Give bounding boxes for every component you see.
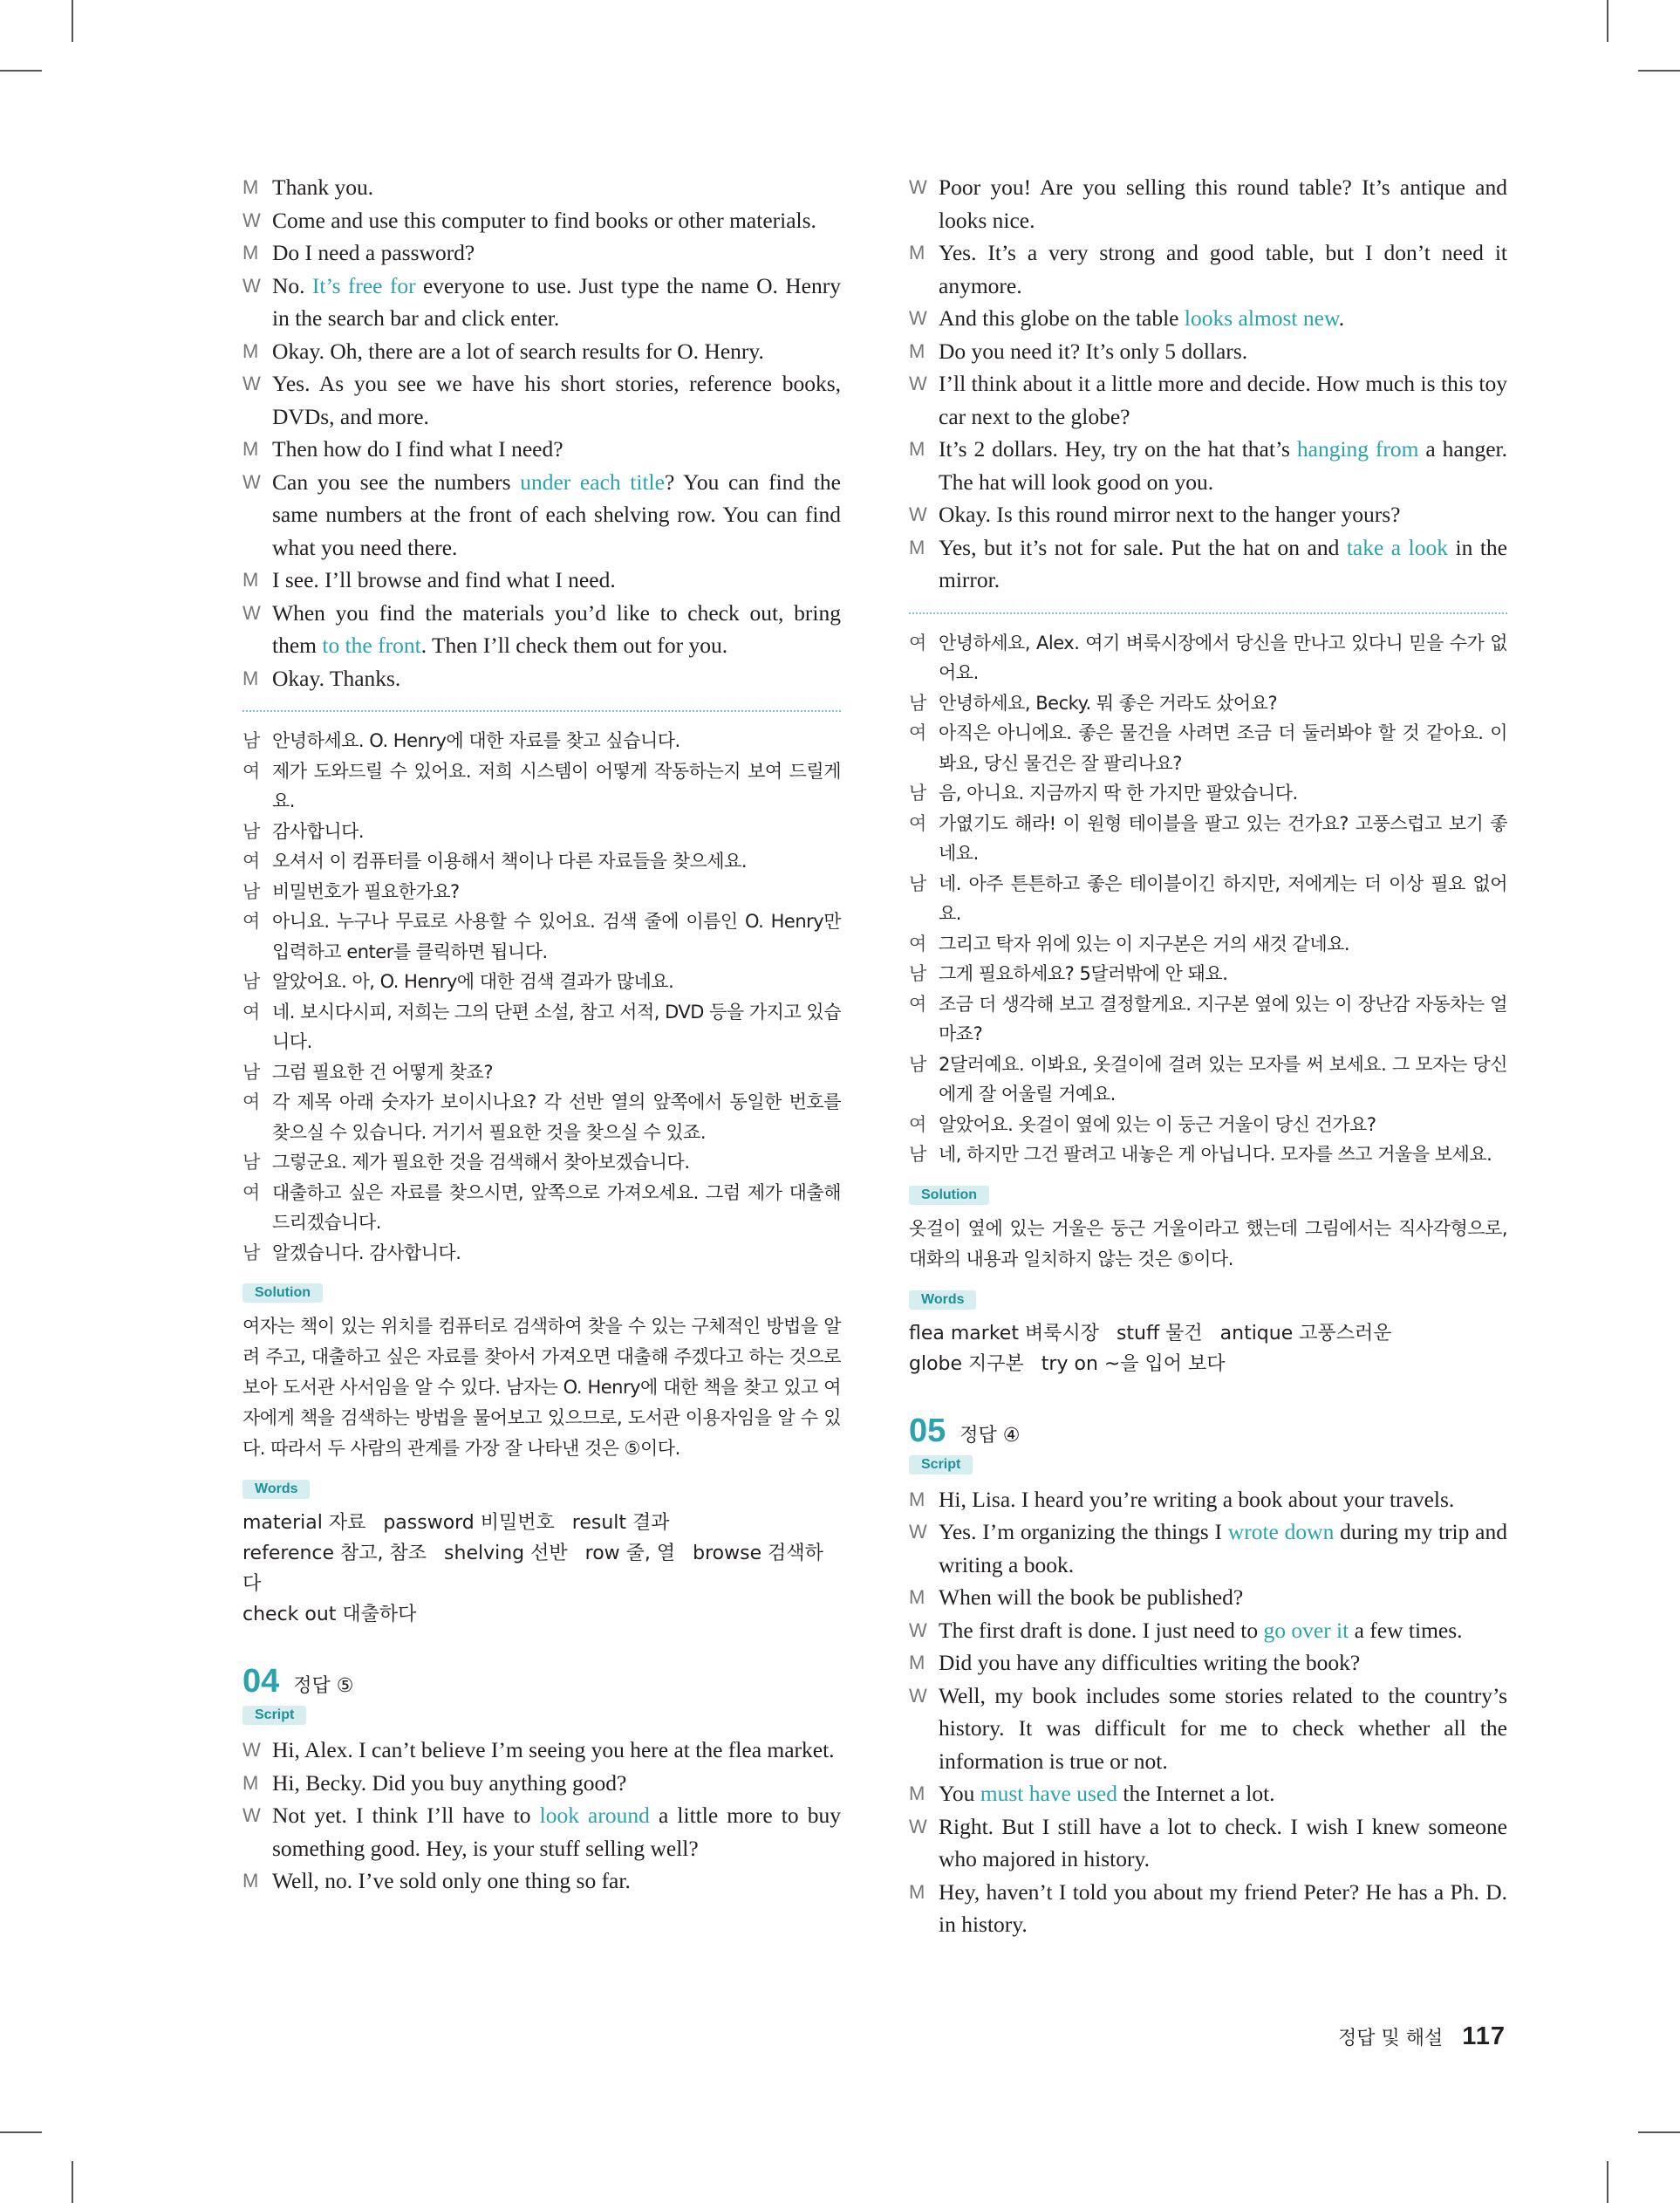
speaker-label: M [909, 1652, 925, 1673]
script-text: Well, no. I’ve sold only one thing so far. [272, 1868, 631, 1893]
script-line [909, 335, 1507, 368]
translation-line [242, 997, 841, 1057]
translation-text: 네, 하지만 그건 팔려고 내놓은 게 아닙니다. 모자를 쓰고 거울을 보세요. [939, 1144, 1492, 1165]
script-line [909, 302, 1507, 335]
script-line [242, 466, 841, 564]
speaker-label: 남 [909, 783, 926, 804]
script-text: Come and use this computer to find books or other materials. [272, 207, 816, 233]
crop-mark [0, 70, 42, 72]
translation-text: 안녕하세요. O. Henry에 대한 자료를 찾고 싶습니다. [272, 730, 680, 751]
answer-label: 정답 ⑤ [293, 1675, 354, 1697]
script-text: Poor you! Are you selling this round table? It’s antique and looks nice. [939, 174, 1507, 233]
vocab-item: material 자료 [242, 1512, 366, 1534]
script-text: Okay. Thanks. [272, 665, 401, 691]
script-line [909, 1777, 1507, 1810]
script-line [242, 1864, 841, 1898]
translation-line [909, 1110, 1507, 1140]
script-line [909, 171, 1507, 236]
translation-text: 알았어요. 옷걸이 옆에 있는 이 둥근 거울이 당신 건가요? [939, 1113, 1376, 1135]
translation-text: 안녕하세요, Becky. 뭐 좋은 거라도 샀어요? [939, 692, 1278, 714]
script-line [909, 1680, 1507, 1778]
left-column [242, 171, 841, 1898]
translation-line [909, 989, 1507, 1050]
crop-mark [0, 2131, 42, 2133]
speaker-label: M [242, 242, 259, 263]
page-number: 117 [1462, 2022, 1506, 2050]
speaker-label: 여 [909, 812, 926, 834]
script-line [909, 236, 1507, 302]
speaker-label: 여 [909, 1113, 926, 1135]
script-line [242, 597, 841, 662]
speaker-label: W [242, 209, 261, 231]
script-text: a few times. [1349, 1617, 1463, 1643]
translation-line [242, 1147, 841, 1178]
script-badge: Script [909, 1455, 973, 1474]
script-line [242, 270, 841, 335]
words-badge: Words [242, 1480, 310, 1499]
solution-badge: Solution [909, 1186, 989, 1205]
translation-text: 그게 필요하세요? 5달러밖에 안 돼요. [939, 963, 1228, 984]
speaker-label: 여 [242, 1001, 260, 1023]
translation-text: 제가 도와드릴 수 있어요. 저희 시스템이 어떻게 작동하는지 보여 드릴게요. [272, 760, 841, 811]
script-line [909, 1483, 1507, 1516]
speaker-label: 남 [909, 1053, 926, 1075]
words-row [909, 1349, 1507, 1379]
translation-line [909, 1139, 1507, 1170]
script-text: I’ll think about it a little more and decide. How much is this toy car next to the globe? [939, 371, 1507, 429]
speaker-label: 남 [909, 963, 926, 984]
speaker-label: 여 [242, 851, 260, 872]
translation-text: 각 제목 아래 숫자가 보이시나요? 각 선반 열의 앞쪽에서 동일한 번호를 찾으실 수 있습니다. 거기서 필요한 것을 찾으실 수 있죠. [272, 1091, 841, 1143]
translation-line [909, 809, 1507, 869]
q04-script-continued [909, 171, 1507, 597]
speaker-label: 남 [242, 1152, 260, 1173]
speaker-label: 남 [909, 692, 926, 714]
speaker-label: W [242, 274, 261, 297]
translation-text: 그렇군요. 제가 필요한 것을 검색해서 찾아보겠습니다. [272, 1152, 690, 1173]
words-row [242, 1508, 841, 1538]
speaker-label: 여 [909, 722, 926, 743]
translation-line [909, 929, 1507, 960]
vocab-item: password 비밀번호 [383, 1512, 555, 1534]
translation-line [909, 718, 1507, 778]
speaker-label: 여 [242, 1091, 260, 1112]
speaker-label: 남 [909, 872, 926, 894]
q03-solution-text: 여자는 책이 있는 위치를 컴퓨터로 검색하여 찾을 수 있는 구체적인 방법을 알려 주고, 대출하고 싶은 자료를 찾아서 가져오면 대출해 주겠다고 하는 것으로 보아 도서관 사서임을 알 수 있다. 남자는 O. Henry에 대한 책을 찾고 있고 여자에게 책을 검색하는 방법을 물어보고 있으므로, 도서관 이용자임을 알 수 있다. 따라서 두 사람의 관계를 가장 잘 나타낸 것은 ⑤이다. [242, 1316, 841, 1459]
speaker-label: 여 [242, 911, 260, 932]
crop-mark [1607, 0, 1608, 42]
translation-text: 알았어요. 아, O. Henry에 대한 검색 결과가 많네요. [272, 971, 674, 992]
script-text: Yes, but it’s not for sale. Put the hat on and [939, 534, 1347, 560]
script-text: When you find the materials you’d like to check out, bring them [272, 599, 841, 658]
crop-mark [1607, 2161, 1608, 2203]
translation-line [909, 869, 1507, 929]
q03-translation [242, 726, 841, 1268]
speaker-label: M [242, 569, 259, 591]
highlighted-phrase: looks almost new [1184, 305, 1339, 331]
q03-words [242, 1508, 841, 1630]
script-text: Hi, Alex. I can’t believe I’m seeing you here at the flea market. [272, 1737, 835, 1762]
question-number: 05 [909, 1412, 946, 1449]
translation-text: 조금 더 생각해 보고 결정할게요. 지구본 옆에 있는 이 장난감 자동차는 얼마죠? [939, 993, 1507, 1044]
script-text: Then how do I find what I need? [272, 436, 563, 462]
speaker-label: M [909, 339, 925, 362]
speaker-label: W [242, 601, 261, 624]
script-text: And this globe on the table [939, 305, 1185, 331]
question-number: 04 [242, 1663, 280, 1700]
translation-line [909, 688, 1507, 719]
script-text: . [1338, 305, 1345, 331]
translation-line [242, 817, 841, 847]
speaker-label: 여 [909, 632, 926, 653]
highlighted-phrase: It’s free for [311, 272, 416, 298]
script-text: everyone to use. Just type the name O. Henry in the search bar and click enter. [272, 272, 841, 331]
speaker-label: W [909, 1684, 927, 1707]
words-badge: Words [909, 1290, 976, 1310]
script-text: Right. But I still have a lot to check. I wish I knew someone who majored in history. [939, 1813, 1507, 1871]
speaker-label: M [242, 667, 259, 689]
script-line [242, 564, 841, 597]
script-text: Did you have any difficulties writing the book? [939, 1650, 1361, 1675]
script-text: The first draft is done. I just need to [939, 1617, 1264, 1643]
highlighted-phrase: under each title [520, 469, 665, 495]
script-line [909, 1810, 1507, 1876]
speaker-label: 남 [242, 730, 260, 751]
highlighted-phrase: must have used [980, 1781, 1117, 1806]
page-footer [1326, 2022, 1506, 2051]
script-text: Hi, Lisa. I heard you’re writing a book about your travels. [939, 1486, 1455, 1512]
vocab-item: browse 검색하다 [242, 1543, 823, 1595]
speaker-label: W [909, 176, 927, 198]
translation-line [242, 877, 841, 907]
script-text: Thank you. [272, 174, 374, 200]
speaker-label: 남 [242, 820, 260, 842]
speaker-label: 남 [242, 1242, 260, 1263]
translation-line [242, 907, 841, 967]
script-line [242, 204, 841, 237]
speaker-label: M [909, 536, 925, 558]
script-text: It’s 2 dollars. Hey, try on the hat that’s [939, 436, 1297, 462]
vocab-item: check out 대출하다 [242, 1604, 417, 1625]
translation-text: 아니요. 누구나 무료로 사용할 수 있어요. 검색 줄에 이름인 O. Henry만 입력하고 enter를 클릭하면 됩니다. [272, 911, 841, 962]
vocab-item: stuff 물건 [1116, 1322, 1203, 1344]
script-line [242, 236, 841, 270]
translation-line [242, 1178, 841, 1238]
script-line [909, 367, 1507, 433]
speaker-label: M [242, 176, 259, 198]
script-text: Yes. As you see we have his short stories, reference books, DVDs, and more. [272, 371, 841, 429]
speaker-label: W [909, 307, 927, 329]
script-line [909, 531, 1507, 597]
q04-translation [909, 628, 1507, 1170]
script-line [242, 367, 841, 433]
speaker-label: 여 [242, 760, 260, 782]
script-text: When will the book be published? [939, 1584, 1244, 1610]
speaker-label: M [242, 1870, 259, 1892]
crop-mark [72, 0, 73, 42]
words-row [242, 1538, 841, 1599]
translation-text: 그리고 탁자 위에 있는 이 지구본은 거의 새것 같네요. [939, 933, 1350, 954]
speaker-label: W [242, 373, 261, 394]
right-column [909, 171, 1507, 1941]
translation-text: 아직은 아니에요. 좋은 물건을 사려면 조금 더 둘러봐야 할 것 같아요. 이봐요, 당신 물건은 잘 팔리나요? [939, 722, 1507, 774]
script-text: Yes. It’s a very strong and good table, but I don’t need it anymore. [939, 240, 1507, 298]
speaker-label: M [909, 1880, 925, 1903]
script-text: a little more to buy something good. Hey, is your stuff selling well? [272, 1803, 841, 1861]
script-text: ? You can find the same numbers at the front of each shelving row. You can find what you need there. [272, 469, 841, 560]
script-text: Hi, Becky. Did you buy anything good? [272, 1769, 627, 1796]
translation-text: 음, 아니요. 지금까지 딱 한 가지만 팔았습니다. [939, 783, 1298, 804]
script-line [909, 1515, 1507, 1581]
crop-mark [1638, 70, 1680, 72]
script-text: during my trip and writing a book. [939, 1519, 1507, 1577]
translation-line [242, 967, 841, 997]
speaker-label: M [909, 438, 925, 460]
translation-line [242, 1057, 841, 1088]
speaker-label: W [909, 1815, 927, 1837]
footer-label: 정답 및 해설 [1337, 2028, 1444, 2049]
speaker-label: 여 [909, 993, 926, 1015]
script-text: No. [272, 272, 312, 298]
highlighted-phrase: to the front [322, 633, 421, 658]
vocab-item: reference 참고, 참조 [242, 1543, 427, 1564]
highlighted-phrase: wrote down [1227, 1519, 1335, 1544]
speaker-label: M [242, 1771, 259, 1794]
speaker-label: 남 [909, 1144, 926, 1165]
script-line [242, 335, 841, 368]
dotted-separator [909, 612, 1507, 614]
translation-text: 가엾기도 해라! 이 원형 테이블을 팔고 있는 건가요? 고풍스럽고 보기 좋네요. [939, 812, 1507, 864]
speaker-label: M [909, 242, 925, 263]
q03-script-continued [242, 171, 841, 694]
speaker-label: W [909, 1618, 927, 1641]
script-text: Do you need it? It’s only 5 dollars. [939, 338, 1248, 364]
vocab-item: row 줄, 열 [584, 1543, 676, 1564]
script-text: the Internet a lot. [1117, 1781, 1275, 1806]
vocab-item: globe 지구본 [909, 1352, 1024, 1375]
crop-mark [72, 2161, 73, 2203]
vocab-item: flea market 벼룩시장 [909, 1322, 1099, 1344]
speaker-label: 남 [242, 880, 260, 902]
script-text: Can you see the numbers [272, 469, 521, 495]
speaker-label: 여 [909, 933, 926, 954]
solution-badge: Solution [242, 1283, 323, 1303]
translation-text: 네. 보시다시피, 저희는 그의 단편 소설, 참고 서적, DVD 등을 가지고 있습니다. [272, 1001, 841, 1052]
q05-header [909, 1413, 1507, 1450]
script-line [242, 1767, 841, 1800]
translation-text: 감사합니다. [272, 820, 365, 842]
speaker-label: 남 [242, 1061, 260, 1083]
script-line [909, 1581, 1507, 1614]
script-text: Not yet. I think I’ll have to [272, 1803, 540, 1828]
highlighted-phrase: take a look [1346, 534, 1448, 560]
script-text: Okay. Oh, there are a lot of search results for O. Henry. [272, 338, 764, 364]
speaker-label: W [242, 1804, 261, 1826]
translation-line [909, 1050, 1507, 1110]
translation-line [242, 756, 841, 817]
script-text: Do I need a password? [272, 240, 475, 265]
words-row [909, 1318, 1507, 1349]
highlighted-phrase: hanging from [1296, 436, 1419, 462]
highlighted-phrase: go over it [1263, 1617, 1349, 1643]
script-text: You [939, 1781, 980, 1806]
speaker-label: W [242, 470, 261, 493]
script-text: Well, my book includes some stories related to the country’s history. It was difficult for me to check whether all the information is true or not. [939, 1682, 1507, 1774]
script-line [242, 171, 841, 204]
script-line [909, 1646, 1507, 1680]
script-line [242, 1734, 841, 1767]
translation-line [242, 726, 841, 756]
translation-line [242, 1238, 841, 1269]
speaker-label: M [909, 1586, 925, 1608]
translation-text: 안녕하세요, Alex. 여기 벼룩시장에서 당신을 만나고 있다니 믿을 수가 없어요. [939, 632, 1507, 683]
script-text: Hey, haven’t I told you about my friend Peter? He has a Ph. D. in history. [939, 1878, 1507, 1937]
answer-label: 정답 ④ [960, 1424, 1021, 1447]
translation-text: 네. 아주 튼튼하고 좋은 테이블이긴 하지만, 저에게는 더 이상 필요 없어요. [939, 872, 1507, 924]
speaker-label: M [242, 339, 259, 362]
translation-text: 알겠습니다. 감사합니다. [272, 1242, 461, 1263]
vocab-item: shelving 선반 [444, 1543, 568, 1564]
speaker-label: W [909, 503, 927, 525]
translation-line [909, 628, 1507, 688]
script-line [909, 498, 1507, 531]
script-text: I see. I’ll browse and find what I need. [272, 567, 616, 592]
script-text: Okay. Is this round mirror next to the hanger yours? [939, 502, 1401, 527]
speaker-label: M [909, 1782, 925, 1804]
vocab-item: result 결과 [571, 1512, 670, 1534]
translation-text: 오셔서 이 컴퓨터를 이용해서 책이나 다른 자료들을 찾으세요. [272, 851, 748, 872]
script-text: in the mirror. [939, 534, 1507, 592]
q04-header [242, 1663, 841, 1700]
script-text: Yes. I’m organizing the things I [939, 1519, 1228, 1544]
script-line [909, 1876, 1507, 1941]
crop-mark [1638, 2131, 1680, 2133]
script-badge: Script [242, 1706, 306, 1725]
script-line [242, 433, 841, 466]
q04-words [909, 1318, 1507, 1379]
speaker-label: 여 [242, 1181, 260, 1203]
q04-script [242, 1734, 841, 1898]
speaker-label: M [242, 438, 259, 460]
highlighted-phrase: look around [539, 1803, 650, 1828]
speaker-label: W [909, 1521, 927, 1543]
translation-text: 2달러예요. 이봐요, 옷걸이에 걸려 있는 모자를 써 보세요. 그 모자는 당신에게 잘 어울릴 거예요. [939, 1053, 1507, 1105]
speaker-label: W [909, 373, 927, 394]
translation-line [242, 1087, 841, 1147]
vocab-item: antique 고풍스러운 [1219, 1322, 1392, 1344]
translation-text: 대출하고 싶은 자료를 찾으시면, 앞쪽으로 가져오세요. 그럼 제가 대출해 드리겠습니다. [272, 1181, 841, 1233]
dotted-separator [242, 710, 841, 712]
script-text: a hanger. The hat will look good on you. [939, 436, 1507, 495]
translation-text: 그럼 필요한 건 어떻게 찾죠? [272, 1061, 493, 1083]
q04-solution-text: 옷걸이 옆에 있는 거울은 둥근 거울이라고 했는데 그림에서는 직사각형으로, 대화의 내용과 일치하지 않는 것은 ⑤이다. [909, 1217, 1507, 1269]
script-line [242, 662, 841, 695]
speaker-label: 남 [242, 971, 260, 992]
script-line [909, 433, 1507, 498]
script-line [909, 1614, 1507, 1647]
speaker-label: M [909, 1488, 925, 1510]
translation-line [909, 959, 1507, 989]
q05-script [909, 1483, 1507, 1941]
speaker-label: W [242, 1739, 261, 1761]
vocab-item: try on ~을 입어 보다 [1041, 1352, 1226, 1375]
translation-line [909, 778, 1507, 809]
script-line [242, 1799, 841, 1864]
translation-line [242, 846, 841, 877]
translation-text: 비밀번호가 필요한가요? [272, 880, 460, 902]
script-text: . Then I’ll check them out for you. [420, 633, 728, 658]
words-row [242, 1599, 841, 1630]
